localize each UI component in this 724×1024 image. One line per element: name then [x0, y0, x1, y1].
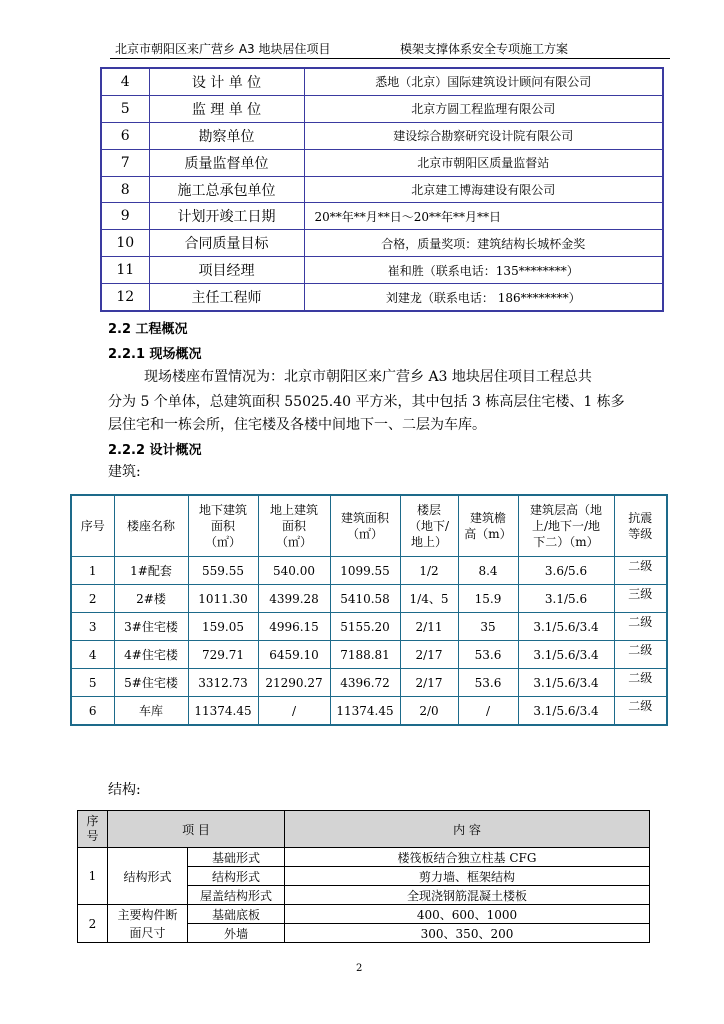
- arch-cell: 559.55: [188, 557, 258, 585]
- arch-header-line: 地下建筑: [198, 503, 247, 517]
- info-label: 质量监督单位: [149, 149, 304, 176]
- header-rule: [110, 58, 670, 59]
- arch-header-line: 序号: [80, 519, 105, 533]
- arch-cell: 4996.15: [258, 613, 330, 641]
- arch-cell: 2/11: [400, 613, 458, 641]
- arch-cell: 1/4、5: [400, 585, 458, 613]
- struct-g1-sub: 基础形式: [188, 848, 285, 867]
- arch-cell: 540.00: [258, 557, 330, 585]
- info-no: 12: [101, 284, 149, 311]
- info-no: 8: [101, 176, 149, 203]
- struct-g1-val: 剪力墙、框架结构: [285, 867, 650, 886]
- info-row: [101, 203, 663, 230]
- para-line-2: 分为 5 个单体，总建筑面积 55025.40 平方米，其中包括 3 栋高层住宅楼、1 栋多: [108, 394, 625, 410]
- info-label: 计划开竣工日期: [149, 203, 304, 230]
- arch-cell: 4399.28: [258, 585, 330, 613]
- arch-header-line: 建筑层高（地: [529, 503, 602, 517]
- info-label: 监 理 单 位: [149, 95, 304, 122]
- info-value: 20**年**月**日～20**年**月**日: [304, 203, 663, 230]
- arch-header-line: （㎡）: [275, 535, 312, 549]
- arch-cell: 二级: [614, 697, 667, 726]
- arch-row: [71, 669, 667, 697]
- info-row: [101, 257, 663, 284]
- arch-cell: 15.9: [458, 585, 518, 613]
- arch-cell: /: [458, 697, 518, 726]
- info-row: [101, 68, 663, 95]
- arch-header-line: （㎡）: [204, 535, 241, 549]
- arch-cell: 8.4: [458, 557, 518, 585]
- arch-header-line: 楼层: [416, 503, 441, 517]
- struct-g1-val: 全现浇钢筋混凝土楼板: [285, 886, 650, 905]
- info-no: 9: [101, 203, 149, 230]
- arch-cell: 1: [71, 557, 114, 585]
- arch-cell: 二级: [614, 669, 667, 697]
- struct-g1-sub: 屋盖结构形式: [188, 886, 285, 905]
- arch-cell: 5: [71, 669, 114, 697]
- section-2-2-1-title: 2.2.1 现场概况: [108, 347, 202, 362]
- struct-g2-no: 2: [78, 905, 108, 943]
- arch-cell: 2#楼: [114, 585, 188, 613]
- arch-cell: 4: [71, 641, 114, 669]
- page-number: 2: [356, 963, 363, 974]
- arch-header-line: 面积: [210, 519, 235, 533]
- arch-cell: 11374.45: [330, 697, 400, 726]
- arch-header-cell: [114, 495, 188, 557]
- struct-g2-sub: 基础底板: [188, 905, 285, 924]
- arch-cell: 3.1/5.6/3.4: [518, 697, 614, 726]
- struct-g1-val: 楼筏板结合独立柱基 CFG: [285, 848, 650, 867]
- structure-table: [77, 810, 650, 943]
- struct-g2-name-l1: 主要构件断: [117, 907, 178, 922]
- info-value: 北京建工博海建设有限公司: [304, 176, 663, 203]
- arch-cell: 2/0: [400, 697, 458, 726]
- arch-cell: 2/17: [400, 641, 458, 669]
- architecture-table: [70, 494, 668, 726]
- struct-g2-val: 400、600、1000: [285, 905, 650, 924]
- arch-cell: 53.6: [458, 669, 518, 697]
- info-label: 勘察单位: [149, 122, 304, 149]
- arch-label: 建筑:: [108, 464, 141, 480]
- arch-cell: 53.6: [458, 641, 518, 669]
- arch-header-line: 下二）（m）: [533, 535, 599, 549]
- arch-header-cell: [258, 495, 330, 557]
- arch-cell: 二级: [614, 641, 667, 669]
- info-value: 北京方圆工程监理有限公司: [304, 95, 663, 122]
- arch-cell: 6459.10: [258, 641, 330, 669]
- header-doc-title: 模架支撑体系安全专项施工方案: [400, 42, 569, 56]
- info-value: 北京市朝阳区质量监督站: [304, 149, 663, 176]
- arch-header-cell: [188, 495, 258, 557]
- arch-header-line: 地上）: [410, 535, 447, 549]
- arch-cell: 3#住宅楼: [114, 613, 188, 641]
- info-no: 5: [101, 95, 149, 122]
- arch-header-line: 建筑檐: [469, 511, 506, 525]
- struct-g2-sub: 外墙: [188, 924, 285, 943]
- struct-h-no: 序号: [78, 811, 108, 848]
- arch-cell: 4396.72: [330, 669, 400, 697]
- info-value: 建设综合勘察研究设计院有限公司: [304, 122, 663, 149]
- arch-cell: 7188.81: [330, 641, 400, 669]
- arch-cell: 三级: [614, 585, 667, 613]
- arch-cell: 3.1/5.6/3.4: [518, 669, 614, 697]
- info-row: [101, 149, 663, 176]
- arch-header-line: 高（m）: [464, 527, 512, 541]
- arch-cell: 4#住宅楼: [114, 641, 188, 669]
- struct-g2-name-l2: 面尺寸: [129, 925, 166, 940]
- arch-cell: 21290.27: [258, 669, 330, 697]
- struct-g2-val: 300、350、200: [285, 924, 650, 943]
- arch-header-line: 建筑面积: [340, 511, 389, 525]
- arch-cell: 11374.45: [188, 697, 258, 726]
- info-row: [101, 230, 663, 257]
- arch-row: [71, 585, 667, 613]
- arch-cell: 6: [71, 697, 114, 726]
- info-label: 项目经理: [149, 257, 304, 284]
- arch-header-line: 等级: [628, 527, 653, 541]
- info-no: 4: [101, 68, 149, 95]
- struct-g1-no: 1: [78, 848, 108, 905]
- struct-g1-sub: 结构形式: [188, 867, 285, 886]
- arch-row: [71, 613, 667, 641]
- arch-cell: 1099.55: [330, 557, 400, 585]
- arch-cell: 3.6/5.6: [518, 557, 614, 585]
- info-row: [101, 122, 663, 149]
- arch-row: [71, 697, 667, 726]
- info-no: 7: [101, 149, 149, 176]
- header-project: 北京市朝阳区来广营乡 A3 地块居住项目: [115, 42, 331, 56]
- arch-cell: 3.1/5.6: [518, 585, 614, 613]
- info-row: [101, 284, 663, 311]
- arch-cell: 1/2: [400, 557, 458, 585]
- arch-cell: 二级: [614, 613, 667, 641]
- arch-cell: 5#住宅楼: [114, 669, 188, 697]
- arch-header-line: （㎡）: [346, 527, 383, 541]
- arch-header-cell: [330, 495, 400, 557]
- info-label: 设 计 单 位: [149, 68, 304, 95]
- arch-header-line: （地下/: [408, 519, 450, 533]
- arch-cell: 3.1/5.6/3.4: [518, 641, 614, 669]
- info-value: 合格，质量奖项：建筑结构长城杯金奖: [304, 230, 663, 257]
- info-value: 悉地（北京）国际建筑设计顾问有限公司: [304, 68, 663, 95]
- arch-cell: 1011.30: [188, 585, 258, 613]
- info-label: 施工总承包单位: [149, 176, 304, 203]
- arch-cell: 159.05: [188, 613, 258, 641]
- struct-g1-name: 结构形式: [108, 848, 188, 905]
- arch-cell: 车库: [114, 697, 188, 726]
- section-2-2-title: 2.2 工程概况: [108, 322, 188, 337]
- arch-cell: /: [258, 697, 330, 726]
- arch-cell: 729.71: [188, 641, 258, 669]
- arch-cell: 3.1/5.6/3.4: [518, 613, 614, 641]
- info-no: 6: [101, 122, 149, 149]
- arch-header-line: 地上建筑: [269, 503, 318, 517]
- struct-h-content: 内 容: [285, 811, 650, 848]
- arch-header-cell: [518, 495, 614, 557]
- info-value: 刘建龙（联系电话： 186********）: [304, 284, 663, 311]
- arch-cell: 3312.73: [188, 669, 258, 697]
- info-value: 崔和胜（联系电话：135********）: [304, 257, 663, 284]
- arch-row: [71, 557, 667, 585]
- para-line-3: 层住宅和一栋会所，住宅楼及各楼中间地下一、二层为车库。: [108, 417, 486, 433]
- info-label: 合同质量目标: [149, 230, 304, 257]
- struct-h-item: 项 目: [108, 811, 285, 848]
- arch-header-cell: [71, 495, 114, 557]
- arch-header-line: 楼座名称: [126, 519, 175, 533]
- arch-cell: 2/17: [400, 669, 458, 697]
- arch-cell: 2: [71, 585, 114, 613]
- arch-cell: 5155.20: [330, 613, 400, 641]
- arch-header-line: 抗震: [628, 511, 653, 525]
- info-no: 11: [101, 257, 149, 284]
- arch-cell: 3: [71, 613, 114, 641]
- info-no: 10: [101, 230, 149, 257]
- arch-header-cell: [400, 495, 458, 557]
- section-2-2-2-title: 2.2.2 设计概况: [108, 443, 202, 458]
- info-label: 主任工程师: [149, 284, 304, 311]
- info-row: [101, 176, 663, 203]
- arch-row: [71, 641, 667, 669]
- arch-header-line: 上/地下一/地: [531, 519, 601, 533]
- arch-cell: 1#配套: [114, 557, 188, 585]
- arch-cell: 5410.58: [330, 585, 400, 613]
- project-info-table: [100, 67, 664, 312]
- arch-header-cell: [458, 495, 518, 557]
- arch-cell: 二级: [614, 557, 667, 585]
- arch-header-line: 面积: [281, 519, 306, 533]
- struct-g2-name: [108, 905, 188, 943]
- arch-header-cell: [614, 495, 667, 557]
- struct-label: 结构:: [108, 782, 141, 798]
- para-line-1: 现场楼座布置情况为：北京市朝阳区来广营乡 A3 地块居住项目工程总共: [144, 369, 592, 385]
- arch-cell: 35: [458, 613, 518, 641]
- info-row: [101, 95, 663, 122]
